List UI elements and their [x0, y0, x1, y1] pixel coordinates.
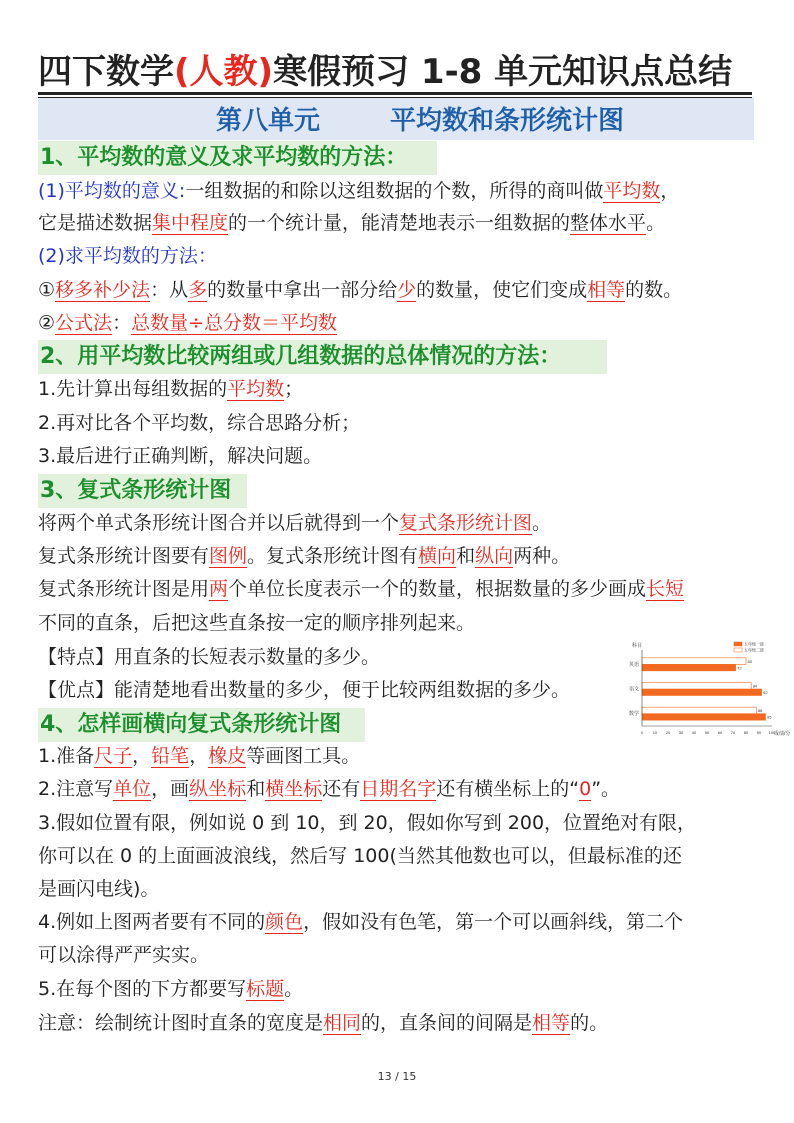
s3-line4: 不同的直条，后把这些直条按一定的顺序排列起来。 — [38, 612, 476, 634]
x-tick-label: 70 — [730, 730, 736, 735]
x-tick-label: 90 — [756, 730, 762, 735]
s3-line5: 【特点】用直条的长短表示数量的多少。 — [38, 646, 381, 668]
x-tick-label: 50 — [704, 730, 710, 735]
s3-line2: 复式条形统计图要有图例。复式条形统计图有横向和纵向两种。 — [38, 545, 571, 567]
x-tick-label: 80 — [743, 730, 749, 735]
bar-1-英语 — [642, 664, 736, 671]
section-heading-4: 4、怎样画横向复式条形统计图 — [38, 708, 365, 742]
s1-line4: ①移多补少法：从多的数量中拿出一部分给少的数量，使它们变成相等的数。 — [38, 279, 683, 301]
s4-line9: 注意：绘制统计图时直条的宽度是相同的，直条间的间隔是相等的。 — [38, 1012, 609, 1034]
section-heading-1: 1、平均数的意义及求平均数的方法： — [38, 141, 437, 175]
unit-banner — [38, 98, 754, 140]
compound-bar-chart — [622, 640, 792, 740]
chart-xlabel: 成绩/分 — [774, 731, 791, 737]
x-tick-label: 20 — [665, 730, 671, 735]
s4-line5: 是画闪电线)。 — [38, 878, 160, 900]
category-label: 语文 — [628, 686, 639, 693]
page-title: 四下数学(人教)寒假预习 1-8 单元知识点总结 — [38, 52, 733, 92]
s2-line2: 2.再对比各个平均数，综合思路分析； — [38, 412, 361, 434]
s3-line3: 复式条形统计图是用两个单位长度表示一个的数量，根据数量的多少画成长短 — [38, 578, 685, 600]
s2-line1: 1.先计算出每组数据的平均数； — [38, 378, 304, 400]
section-heading-3: 3、复式条形统计图 — [38, 474, 247, 508]
s2-line3: 3.最后进行正确判断，解决问题。 — [38, 445, 323, 467]
s3-line6: 【优点】能清楚地看出数量的多少，便于比较两组数据的多少。 — [38, 679, 571, 701]
legend-label-1: 五年级一班 — [744, 641, 764, 647]
bar-value-label: 84 — [752, 683, 758, 689]
bar-1-数学 — [642, 714, 766, 721]
bar-2-语文 — [642, 683, 751, 690]
page-number: 13 / 15 — [377, 1070, 417, 1083]
legend-swatch-2 — [734, 648, 742, 652]
x-tick-label: 0 — [640, 730, 644, 735]
legend-swatch-1 — [734, 642, 742, 646]
s1-line5: ②公式法：总数量÷总分数＝平均数 — [38, 312, 337, 334]
bar-value-label: 88 — [757, 708, 763, 714]
x-tick-label: 30 — [678, 730, 684, 735]
unit-label: 第八单元 — [216, 106, 321, 136]
section-heading-2: 2、用平均数比较两组或几组数据的总体情况的方法： — [38, 340, 607, 374]
bar-value-label: 72 — [737, 665, 742, 671]
s1-line1: (1)平均数的意义:一组数据的和除以这组数据的个数，所得的商叫做平均数， — [38, 180, 680, 202]
chart-legend — [734, 641, 764, 653]
category-label: 数学 — [628, 711, 639, 718]
bar-value-label: 92 — [763, 690, 768, 695]
s4-line1: 1.准备尺子，铅笔，橡皮等画图工具。 — [38, 745, 361, 767]
x-tick-label: 100 — [768, 730, 776, 735]
s4-line8: 5.在每个图的下方都要写标题。 — [38, 978, 304, 1000]
s4-line4: 你可以在 0 的上面画波浪线，然后写 100(当然其他数也可以，但最标准的还 — [38, 845, 682, 867]
s4-line2: 2.注意写单位，画纵坐标和横坐标还有日期名字还有横坐标上的“0”。 — [38, 778, 621, 800]
x-tick-label: 10 — [652, 730, 658, 735]
s4-line7: 可以涂得严严实实。 — [38, 944, 210, 966]
legend-label-2: 五年级二班 — [744, 647, 764, 653]
bar-2-数学 — [642, 707, 756, 714]
x-tick-label: 60 — [717, 730, 723, 735]
s4-line3: 3.假如位置有限，例如说 0 到 10，到 20，假如你写到 200，位置绝对有限， — [38, 812, 697, 834]
x-tick-label: 40 — [691, 730, 697, 735]
s1-line2: 它是描述数据集中程度的一个统计量，能清楚地表示一组数据的整体水平。 — [38, 212, 666, 234]
bar-value-label: 80 — [747, 658, 752, 664]
chart-ylabel: 科目 — [632, 643, 643, 649]
s1-line3: (2)求平均数的方法： — [38, 245, 217, 267]
category-label: 英语 — [628, 661, 639, 668]
bar-2-英语 — [642, 658, 746, 665]
s3-line1: 将两个单式条形统计图合并以后就得到一个复式条形统计图。 — [38, 512, 552, 534]
unit-name: 平均数和条形统计图 — [390, 106, 625, 136]
s4-line6: 4.例如上图两者要有不同的颜色，假如没有色笔，第一个可以画斜线，第二个 — [38, 911, 684, 933]
bar-1-语文 — [642, 689, 762, 696]
bar-value-label: 95 — [767, 714, 772, 720]
